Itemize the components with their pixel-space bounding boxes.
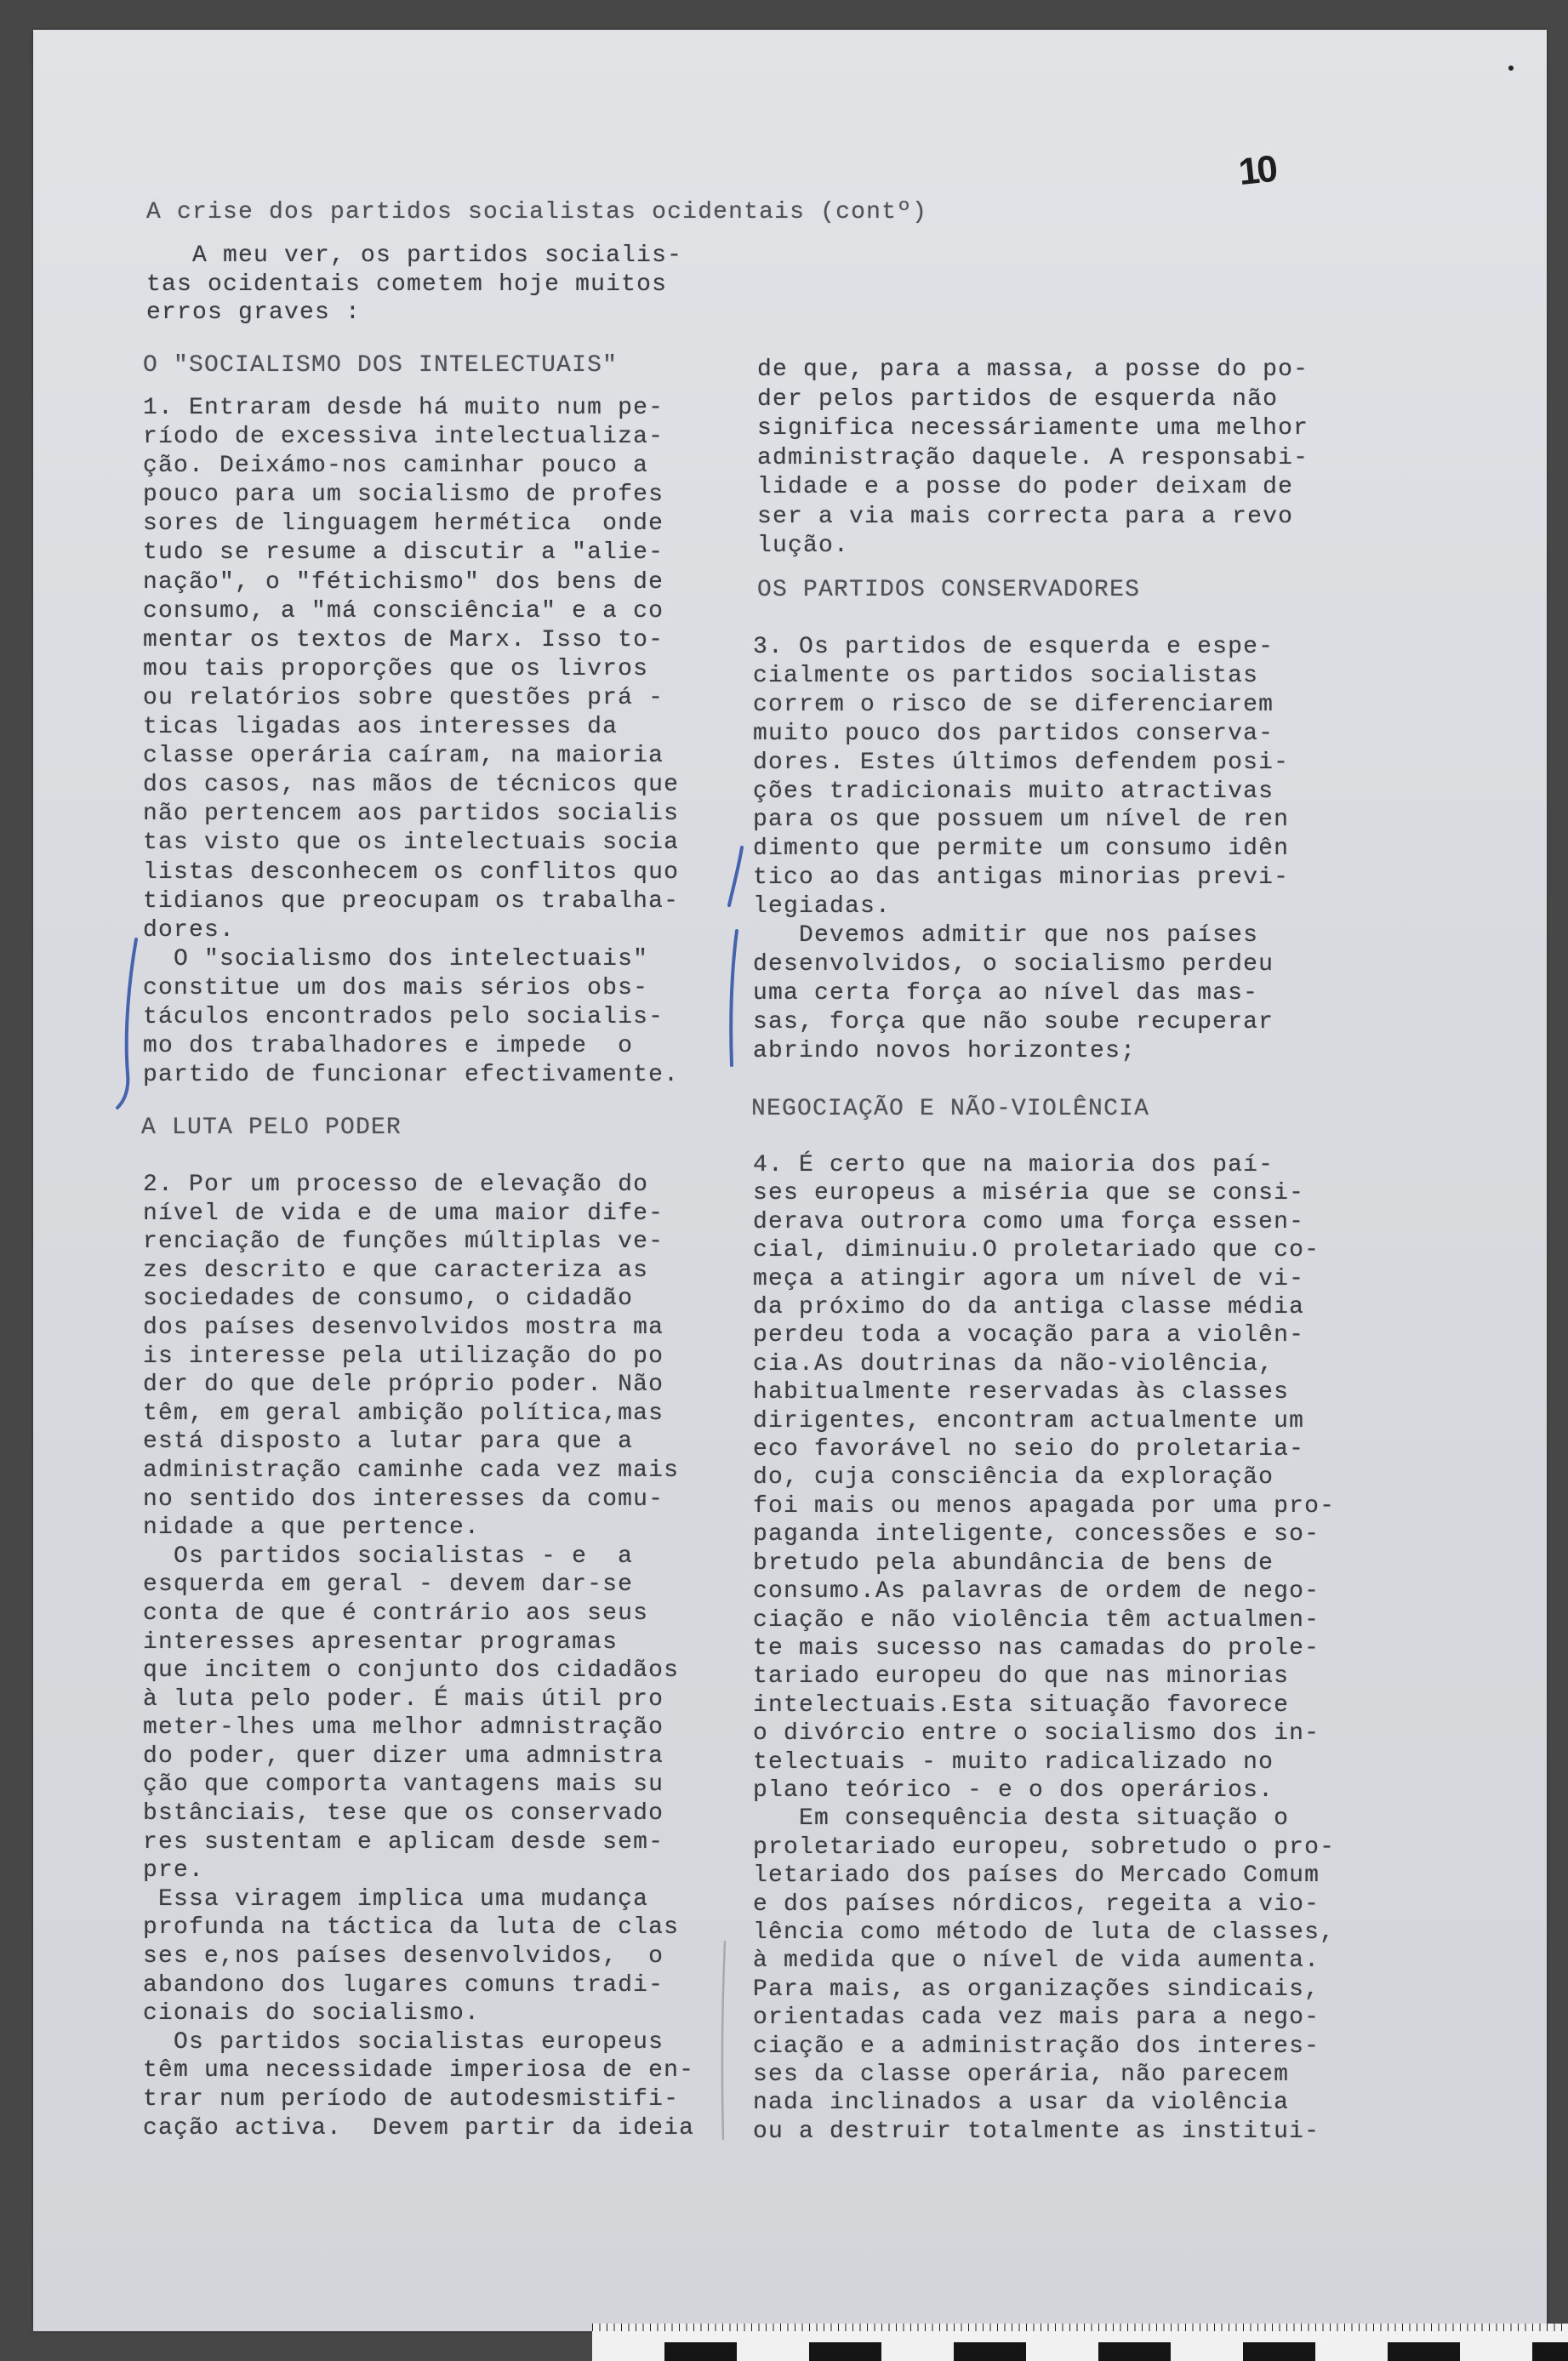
text-line: nível de vida e de uma maior dife-: [143, 1200, 664, 1227]
ruler-segment: [1532, 2342, 1568, 2361]
text-line: consumo.As palavras de ordem de nego-: [753, 1578, 1320, 1605]
ruler-segment: [664, 2342, 737, 2361]
text-line: desenvolvidos, o socialismo perdeu: [753, 950, 1274, 978]
continued-paragraph: [757, 356, 1309, 562]
text-line: significa necessáriamente uma melhor: [757, 415, 1309, 442]
text-line: que incitem o conjunto dos cidadãos: [143, 1657, 680, 1685]
text-line: ção que comporta vantagens mais su: [143, 1771, 664, 1799]
text-line: têm, em geral ambição política,mas: [143, 1400, 664, 1427]
text-line: A meu ver, os partidos socialis-: [192, 242, 683, 269]
section-heading: O "SOCIALISMO DOS INTELECTUAIS": [143, 352, 619, 379]
text-line: táculos encontrados pelo socialis-: [143, 1003, 664, 1030]
text-line: nidade a que pertence.: [143, 1514, 481, 1542]
text-line: Para mais, as organizações sindicais,: [753, 1976, 1320, 2003]
section-heading: NEGOCIAÇÃO E NÃO-VIOLÊNCIA: [751, 1096, 1150, 1122]
text-line: à medida que o nível de vida aumenta.: [753, 1948, 1320, 1975]
paragraph: [143, 394, 679, 945]
ruler-segment: [1243, 2342, 1315, 2361]
text-line: nada inclinados a usar da violência: [753, 2090, 1290, 2117]
text-line: ses europeus a miséria que se consi-: [753, 1180, 1305, 1207]
text-line: sores de linguagem hermética onde: [143, 510, 664, 538]
text-line: meter-lhes uma melhor admnistração: [143, 1714, 664, 1742]
text-line: plano teórico - e o dos operários.: [753, 1776, 1274, 1804]
text-line: 1. Entraram desde há muito num pe-: [143, 395, 664, 421]
text-line: 4. É certo que na maioria dos paí-: [753, 1152, 1274, 1178]
text-line: sociedades de consumo, o cidadão: [143, 1286, 634, 1313]
ruler-segment: [954, 2342, 1026, 2361]
text-line: uma certa força ao nível das mas-: [753, 979, 1259, 1007]
text-line: bstânciais, tese que os conservado: [143, 1800, 664, 1828]
text-line: dos países desenvolvidos mostra ma: [143, 1314, 664, 1341]
text-line: ses da classe operária, não parecem: [753, 2062, 1290, 2088]
text-line: mo dos trabalhadores e impede o: [143, 1033, 634, 1060]
text-line: Em consequência desta situação o: [799, 1805, 1290, 1833]
text-line: classe operária caíram, na maioria: [143, 743, 664, 770]
text-line: tas visto que os intelectuais socia: [143, 830, 680, 857]
text-line: te mais sucesso nas camadas do prole-: [753, 1634, 1320, 1662]
intro-paragraph: [146, 242, 682, 328]
text-line: cia.As doutrinas da não-violência,: [753, 1350, 1274, 1377]
text-line: erros graves :: [146, 299, 362, 327]
text-line: cialmente os partidos socialistas: [753, 662, 1259, 689]
text-line: mentar os textos de Marx. Isso to-: [143, 626, 664, 653]
text-line: listas desconhecem os conflitos quo: [143, 858, 680, 886]
text-line: ser a via mais correcta para a revo: [757, 503, 1294, 530]
paragraph: [143, 1885, 694, 2028]
section-heading: OS PARTIDOS CONSERVADORES: [757, 577, 1141, 603]
text-line: abrindo novos horizontes;: [753, 1037, 1137, 1064]
ruler-ticks: [592, 2324, 1568, 2342]
paragraph: [753, 633, 1289, 921]
text-line: do poder, quer dizer uma admnistra: [143, 1742, 664, 1770]
text-line: dimento que permite um consumo idên: [753, 835, 1290, 863]
text-line: ou a destruir totalmente as institui-: [753, 2118, 1320, 2145]
text-line: orientadas cada vez mais para a nego-: [753, 2005, 1320, 2032]
text-line: dirigentes, encontram actualmente um: [753, 1407, 1305, 1434]
text-line: 2. Por um processo de elevação do: [143, 1172, 649, 1198]
paragraph: [143, 945, 679, 1090]
ruler-segment: [1388, 2342, 1460, 2361]
text-line: pouco para um socialismo de profes: [143, 482, 664, 509]
text-line: ses e,nos países desenvolvidos, o: [143, 1943, 664, 1970]
scale-ruler: [592, 2324, 1568, 2361]
text-line: perdeu toda a vocação para a violên-: [753, 1322, 1305, 1349]
text-line: ções tradicionais muito atractivas: [753, 778, 1274, 805]
text-line: lidade e a posse do poder deixam de: [757, 474, 1294, 500]
text-line: sas, força que não soube recuperar: [753, 1008, 1274, 1035]
text-line: abandono dos lugares comuns tradi-: [143, 1971, 664, 1999]
text-line: muito pouco dos partidos conserva-: [753, 720, 1274, 747]
text-line: intelectuais.Esta situação favorece: [753, 1691, 1290, 1719]
text-line: cial, diminuiu.O proletariado que co-: [753, 1237, 1320, 1264]
text-line: res sustentam e aplicam desde sem-: [143, 1828, 664, 1856]
text-line: Os partidos socialistas europeus: [174, 2028, 664, 2056]
text-line: meça a atingir agora um nível de vi-: [753, 1265, 1305, 1292]
text-line: tariado europeu do que nas minorias: [753, 1663, 1290, 1691]
paragraph: [753, 1151, 1335, 1805]
text-line: tas ocidentais cometem hoje muitos: [146, 271, 668, 298]
ruler-segment: [809, 2342, 881, 2361]
text-line: nação", o "fétichismo" dos bens de: [143, 568, 664, 596]
text-line: 3. Os partidos de esquerda e espe-: [753, 634, 1274, 660]
text-line: não pertencem aos partidos socialis: [143, 801, 680, 828]
text-line: proletariado europeu, sobretudo o pro-: [753, 1833, 1336, 1861]
text-line: mou tais proporções que os livros: [143, 655, 649, 682]
text-line: derava outrora como uma força essen-: [753, 1208, 1305, 1235]
ruler-segment: [1098, 2342, 1171, 2361]
running-title: A crise dos partidos socialistas ocidentais (contº): [146, 199, 928, 225]
text-line: partido de funcionar efectivamente.: [143, 1062, 680, 1089]
text-line: pre.: [143, 1857, 205, 1885]
text-line: interesses apresentar programas: [143, 1628, 619, 1656]
text-line: tudo se resume a discutir a "alie-: [143, 539, 664, 567]
text-line: lência como método de luta de classes,: [753, 1919, 1336, 1946]
text-line: correm o risco de se diferenciarem: [753, 691, 1274, 718]
text-line: ríodo de excessiva intelectualiza-: [143, 424, 664, 451]
text-line: ção. Deixámo-nos caminhar pouco a: [143, 453, 649, 480]
section-body: [143, 394, 679, 1090]
text-line: eco favorável no seio do proletaria-: [753, 1436, 1305, 1463]
paragraph: [143, 2028, 694, 2142]
text-line: habitualmente reservadas às classes: [753, 1379, 1290, 1406]
text-line: dores. Estes últimos defendem posi-: [753, 749, 1290, 776]
text-line: paganda inteligente, concessões e so-: [753, 1521, 1320, 1548]
text-line: da próximo do da antiga classe média: [753, 1294, 1305, 1321]
text-line: bretudo pela abundância de bens de: [753, 1549, 1274, 1577]
section-body: [753, 1151, 1335, 2146]
paragraph: [753, 921, 1289, 1066]
text-line: is interesse pela utilização do po: [143, 1343, 664, 1370]
text-line: O "socialismo dos intelectuais": [174, 945, 649, 972]
text-line: constitue um dos mais sérios obs-: [143, 974, 649, 1001]
text-line: ticas ligadas aos interesses da: [143, 714, 619, 741]
text-line: está disposto a lutar para que a: [143, 1429, 634, 1456]
text-line: profunda na táctica da luta de clas: [143, 1914, 680, 1942]
text-line: tico ao das antigas minorias previ-: [753, 864, 1290, 892]
text-line: der pelos partidos de esquerda não: [757, 385, 1279, 413]
text-line: Essa viragem implica uma mudança: [158, 1885, 649, 1913]
text-line: der do que dele próprio poder. Não: [143, 1372, 664, 1399]
section-body: [143, 1171, 694, 2142]
text-line: consumo, a "má consciência" e a co: [143, 597, 664, 624]
text-line: lução.: [757, 533, 850, 559]
handwritten-page-number: 10: [1236, 147, 1278, 194]
text-line: telectuais - muito radicalizado no: [753, 1748, 1274, 1776]
text-line: renciação de funções múltiplas ve-: [143, 1229, 664, 1256]
text-line: Devemos admitir que nos países: [799, 922, 1259, 950]
text-line: ciação e não violência têm actualmen-: [753, 1606, 1320, 1634]
text-line: à luta pelo poder. É mais útil pro: [143, 1685, 664, 1713]
text-line: tidianos que preocupam os trabalha-: [143, 887, 680, 915]
paragraph: [143, 1171, 694, 1543]
text-line: para os que possuem um nível de ren: [753, 807, 1290, 834]
paragraph: [753, 1805, 1335, 2146]
text-line: cação activa. Devem partir da ideia: [143, 2114, 695, 2141]
text-line: e dos países nórdicos, regeita a vio-: [753, 1891, 1320, 1918]
text-line: Os partidos socialistas - e a: [174, 1543, 634, 1570]
text-line: esquerda em geral - devem dar-se: [143, 1571, 634, 1599]
text-line: o divórcio entre o socialismo dos in-: [753, 1720, 1320, 1748]
text-line: conta de que é contrário aos seus: [143, 1600, 649, 1627]
text-line: de que, para a massa, a posse do po-: [757, 356, 1309, 383]
text-line: foi mais ou menos apagada por uma pro-: [753, 1492, 1336, 1520]
text-line: do, cuja consciência da exploração: [753, 1464, 1274, 1491]
section-heading: A LUTA PELO PODER: [141, 1115, 402, 1141]
paragraph: [143, 1543, 694, 1885]
text-line: no sentido dos interesses da comu-: [143, 1486, 664, 1513]
text-line: administração caminhe cada vez mais: [143, 1457, 680, 1484]
text-line: administração daquele. A responsabi-: [757, 444, 1309, 471]
text-line: zes descrito e que caracteriza as: [143, 1257, 649, 1284]
text-line: têm uma necessidade imperiosa de en-: [143, 2057, 695, 2084]
section-body: [753, 633, 1289, 1066]
text-line: trar num período de autodesmistifi-: [143, 2086, 680, 2113]
text-line: ou relatórios sobre questões prá -: [143, 684, 664, 711]
text-line: ciação e a administração dos interes-: [753, 2033, 1320, 2060]
text-line: cionais do socialismo.: [143, 2000, 481, 2027]
text-line: dos casos, nas mãos de técnicos que: [143, 772, 680, 799]
text-line: letariado dos países do Mercado Comum: [753, 1862, 1320, 1890]
text-line: legiadas.: [753, 893, 892, 921]
text-line: dores.: [143, 916, 236, 944]
